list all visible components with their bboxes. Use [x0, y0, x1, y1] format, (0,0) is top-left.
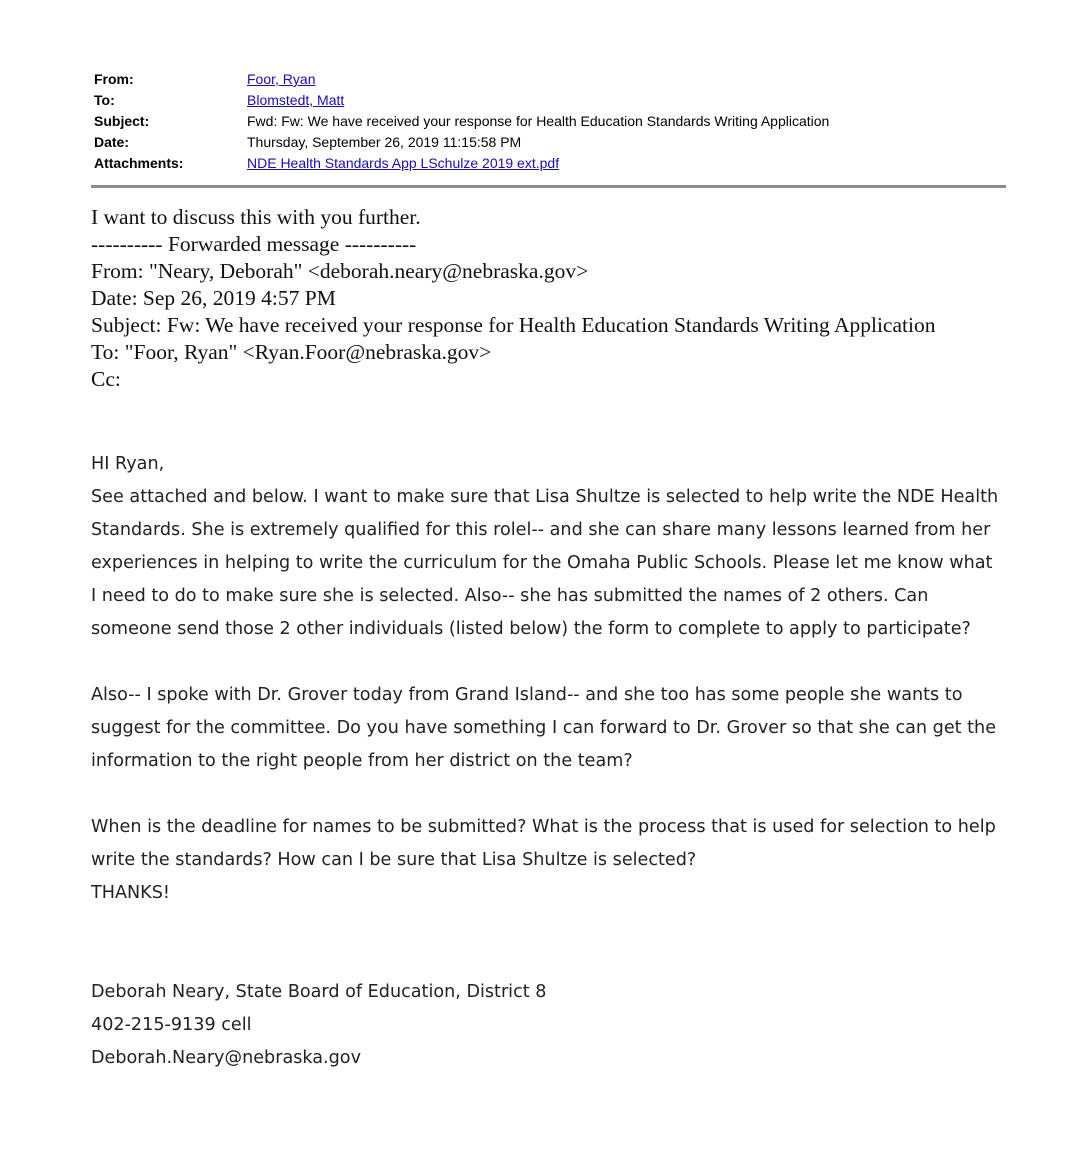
body-paragraph-1: See attached and below. I want to make sure that Lisa Shultze is selected to help write the NDE Health Standards. She is extremely qualified for this rolel-- and she can share many lessons learned from her experiences in helping to write the curriculum for the Omaha Public Schools. Please let me know what I need to do to make sure she is selected. Also-- she has submitted the names of 2 others. Can someone send those 2 other individuals (listed below) the form to complete to apply to participate?	[91, 487, 999, 639]
subject-value: Fwd: Fw: We have received your response for Health Education Standards Writing Application	[247, 113, 830, 129]
forward-separator: ---------- Forwarded message ----------	[91, 232, 417, 256]
attachment-link[interactable]: NDE Health Standards App LSchulze 2019 ext.pdf	[247, 155, 560, 171]
signature-gap	[91, 910, 1001, 976]
body-paragraph-2: Also-- I spoke with Dr. Grover today from Grand Island-- and she too has some people she wants to suggest for the committee. Do you have something I can forward to Dr. Grover so that she can get the information to the right people from her district on the team?	[91, 685, 997, 771]
header-row-date	[94, 132, 1006, 153]
subject-label: Subject:	[94, 113, 150, 129]
from-link[interactable]: Foor, Ryan	[247, 71, 316, 87]
paragraph-gap	[91, 778, 1001, 811]
paragraph-gap	[91, 646, 1001, 679]
signature-name: Deborah Neary, State Board of Education, District 8	[91, 982, 547, 1002]
body-paragraph-3: When is the deadline for names to be submitted? What is the process that is used for selection to help write the standards? How can I be sure that Lisa Shultze is selected?	[91, 817, 996, 870]
header-row-attachments	[94, 153, 1006, 174]
forward-cc: Cc:	[91, 367, 121, 391]
date-value: Thursday, September 26, 2019 11:15:58 PM	[247, 134, 522, 150]
forward-subject: Subject: Fw: We have received your response for Health Education Standards Writing Application	[91, 313, 936, 337]
signature-phone: 402-215-9139 cell	[91, 1015, 252, 1035]
from-label: From:	[94, 71, 134, 87]
greeting: HI Ryan,	[91, 454, 165, 474]
forward-from: From: "Neary, Deborah" <deborah.neary@nebraska.gov>	[91, 259, 589, 283]
message-body	[91, 448, 1001, 1075]
attachments-label: Attachments:	[94, 155, 184, 171]
header-row-from	[94, 69, 1006, 90]
forward-to: To: "Foor, Ryan" <Ryan.Foor@nebraska.gov>	[91, 340, 492, 364]
to-link[interactable]: Blomstedt, Matt	[247, 92, 345, 108]
forward-date: Date: Sep 26, 2019 4:57 PM	[91, 286, 336, 310]
header-divider	[91, 185, 1006, 188]
signature-email: Deborah.Neary@nebraska.gov	[91, 1048, 361, 1068]
date-label: Date:	[94, 134, 130, 150]
forward-intro: I want to discuss this with you further.	[91, 205, 421, 229]
email-header	[94, 69, 1006, 174]
forwarded-section	[91, 204, 951, 393]
header-row-subject	[94, 111, 1006, 132]
header-row-to	[94, 90, 1006, 111]
to-label: To:	[94, 92, 115, 108]
thanks-line: THANKS!	[91, 883, 170, 903]
